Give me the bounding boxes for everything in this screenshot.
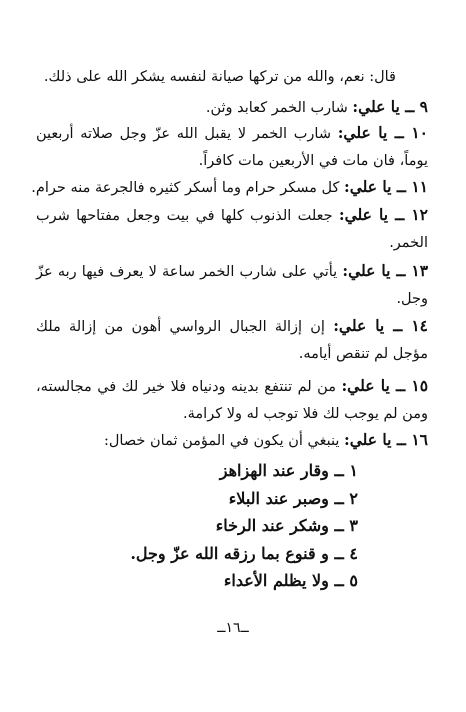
entry-13	[36, 257, 428, 313]
entry-14-number: ١٤ ــ يا علي:	[333, 316, 428, 335]
entry-15	[36, 372, 428, 428]
trait-item: ١ ــ وقار عند الهزاهز	[219, 461, 358, 480]
trait-item: ٢ ــ وصبر عند البلاء	[228, 488, 358, 508]
entry-10	[36, 119, 428, 175]
entry-10-number: ١٠ ــ يا علي:	[337, 123, 428, 142]
entry-9	[36, 93, 428, 122]
traits-list	[118, 457, 358, 595]
trait-item: ٥ ــ ولا يظلم الأعداء	[223, 571, 358, 590]
entry-16-text: ينبغي أن يكون في المؤمن ثمان خصال:	[104, 433, 340, 449]
entry-12	[36, 201, 428, 257]
entry-15-text: من لم تنتفع بدينه ودنياه فلا خير لك في مجالسته، ومن لم يوجب لك فلا توجب له ولا كرامة.	[36, 379, 428, 422]
entry-10-text: شارب الخمر لا يقبل الله عزّ وجل صلاته أربعين يوماً، فان مات في الأربعين مات كافراً.	[36, 126, 428, 169]
entry-14	[36, 312, 428, 368]
trait-item: ٤ ــ و قنوع بما رزقه الله عزّ وجل.	[130, 543, 358, 563]
entry-11-text: كل مسكر حرام وما أسكر كثيره فالجرعة منه حرام.	[31, 180, 340, 196]
entry-12-text: جعلت الذنوب كلها في بيت وجعل مفتاحها شرب الخمر.	[36, 208, 428, 251]
entry-16	[36, 426, 428, 455]
entry-12-number: ١٢ ــ يا علي:	[338, 205, 428, 224]
entry-14-text: إن إزالة الجبال الرواسي أهون من إزالة ملك مؤجل لم تنقص أيامه.	[36, 319, 428, 362]
page-number: ــ١٦ــ	[217, 620, 249, 636]
entry-13-text: يأتي على شارب الخمر ساعة لا يعرف فيها ربه عزّ وجل.	[36, 264, 428, 307]
entry-16-number: ١٦ ــ يا علي:	[344, 430, 428, 449]
entry-9-text: شارب الخمر كعابد وثن.	[205, 100, 348, 116]
entry-9-number: ٩ ــ يا علي:	[352, 97, 428, 116]
entry-13-number: ١٣ ــ يا علي:	[342, 261, 429, 280]
entry-11	[31, 173, 428, 202]
intro-paragraph: قال: نعم، والله من تركها صيانة لنفسه يشكر الله على ذلك.	[43, 69, 396, 85]
entry-15-number: ١٥ ــ يا علي:	[341, 376, 429, 395]
trait-item: ٣ ــ وشكر عند الرخاء	[215, 516, 358, 535]
entry-11-number: ١١ ــ يا علي:	[344, 177, 428, 196]
